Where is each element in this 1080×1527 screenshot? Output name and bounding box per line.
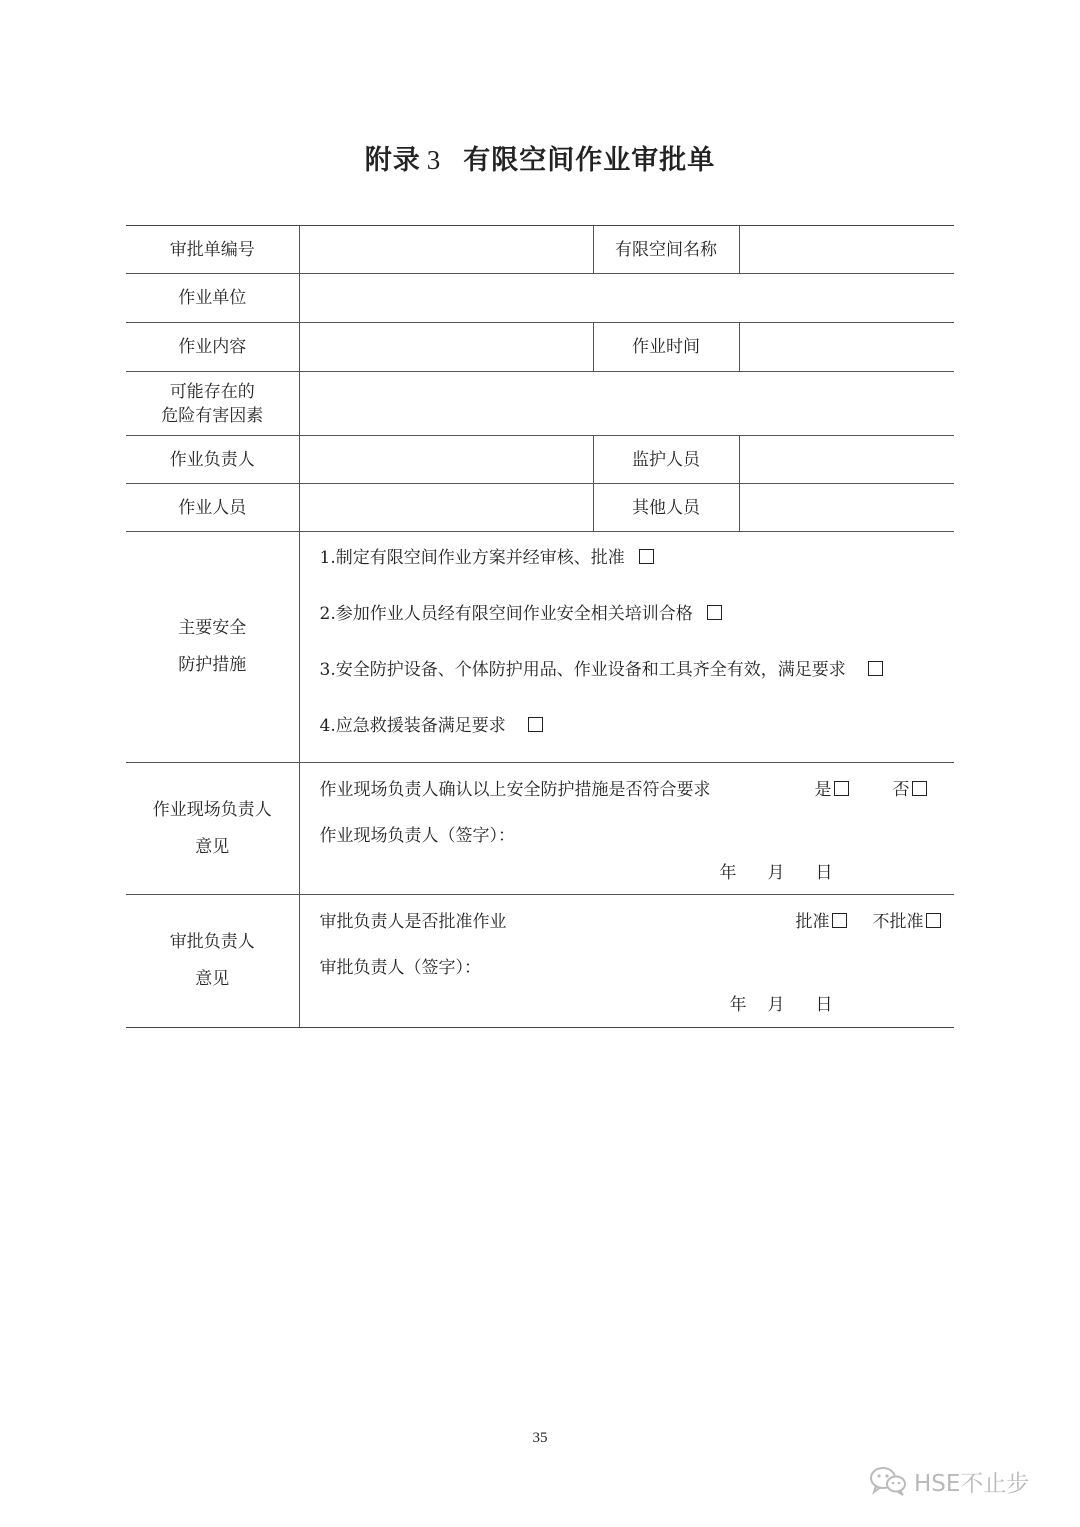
page-title [0, 138, 1080, 177]
approver-opinion-label [126, 895, 299, 1028]
row-work-unit [126, 274, 954, 323]
hazards-field[interactable] [299, 372, 954, 436]
space-name-label: 有限空间名称 [593, 226, 739, 274]
measure-text-1: 1.制定有限空间作业方案并经审核、批准 [319, 548, 625, 568]
work-unit-label: 作业单位 [126, 274, 299, 323]
work-time-label: 作业时间 [593, 323, 739, 372]
title-number: 3 [426, 145, 442, 175]
approver-opinion-question: 审批负责人是否批准作业 [319, 912, 507, 932]
measure-text-4: 4.应急救援装备满足要求 [319, 716, 506, 736]
measure-checkbox-1[interactable] [639, 549, 654, 564]
approval-no-field[interactable] [299, 226, 593, 274]
site-date-year: 年 [719, 863, 737, 883]
site-yes-checkbox[interactable] [834, 781, 849, 796]
measure-item-2 [320, 594, 955, 650]
site-opinion-question: 作业现场负责人确认以上安全防护措施是否符合要求 [319, 780, 711, 800]
others-field[interactable] [739, 484, 954, 532]
row-hazards [126, 372, 954, 436]
reject-option [873, 907, 941, 932]
row-approver-opinion [126, 895, 954, 1028]
site-opinion-cell [299, 763, 954, 895]
row-approval-no [126, 226, 954, 274]
site-date-day: 日 [815, 863, 833, 883]
approval-no-label: 审批单编号 [126, 226, 299, 274]
approver-date-day: 日 [815, 995, 833, 1015]
measure-checkbox-2[interactable] [707, 605, 722, 620]
watermark-text: HSE不止步 [914, 1470, 1030, 1497]
approve-checkbox[interactable] [832, 913, 847, 928]
approver-date-year: 年 [729, 995, 747, 1015]
site-signature-label: 作业现场负责人（签字）： [319, 826, 515, 846]
measure-text-2: 2.参加作业人员经有限空间作业安全相关培训合格 [319, 604, 693, 624]
measure-checkbox-3[interactable] [868, 661, 883, 676]
approver-opinion-cell [299, 895, 954, 1028]
title-prefix: 附录 [364, 145, 421, 176]
approver-opinion-label-line2: 意见 [195, 969, 230, 989]
measure-item-4 [320, 706, 955, 762]
hazards-label-line1: 可能存在的 [169, 381, 255, 402]
safety-label-line1: 主要安全 [178, 618, 247, 638]
site-no-option [893, 775, 927, 800]
approve-option [796, 907, 847, 932]
work-content-field[interactable] [299, 323, 593, 372]
measure-checkbox-4[interactable] [528, 717, 543, 732]
measure-item-1 [320, 538, 955, 594]
row-work-leader [126, 436, 954, 484]
site-opinion-label-line1: 作业现场负责人 [152, 799, 272, 820]
row-workers [126, 484, 954, 532]
reject-checkbox[interactable] [926, 913, 941, 928]
work-leader-label: 作业负责人 [126, 436, 299, 484]
monitor-field[interactable] [739, 436, 954, 484]
hazards-label-line2: 危险有害因素 [161, 405, 264, 426]
work-unit-field[interactable] [299, 274, 954, 323]
approve-label: 批准 [795, 912, 830, 932]
work-leader-field[interactable] [299, 436, 593, 484]
watermark [868, 1461, 1029, 1501]
space-name-field[interactable] [739, 226, 954, 274]
others-label: 其他人员 [593, 484, 739, 532]
site-opinion-label-line2: 意见 [195, 836, 230, 857]
measure-text-3: 3.安全防护设备、个体防护用品、作业设备和工具齐全有效，满足要求 [319, 660, 846, 680]
wechat-icon [868, 1465, 908, 1497]
row-site-opinion [126, 763, 954, 895]
work-content-label: 作业内容 [126, 323, 299, 372]
safety-measures-list [299, 532, 954, 763]
site-date [720, 858, 833, 883]
site-yes-label: 是 [814, 780, 832, 800]
approver-opinion-label-line1: 审批负责人 [169, 932, 255, 952]
workers-label: 作业人员 [126, 484, 299, 532]
hazards-label [126, 372, 299, 436]
safety-measures-label [126, 532, 299, 763]
site-opinion-label [126, 763, 299, 895]
title-text: 有限空间作业审批单 [463, 145, 716, 176]
safety-label-line2: 防护措施 [178, 655, 247, 675]
site-no-checkbox[interactable] [912, 781, 927, 796]
monitor-label: 监护人员 [593, 436, 739, 484]
reject-label: 不批准 [872, 912, 924, 932]
work-time-field[interactable] [739, 323, 954, 372]
row-safety-measures [126, 532, 954, 763]
workers-field[interactable] [299, 484, 593, 532]
approval-form-table [126, 225, 954, 1028]
site-date-month: 月 [767, 863, 785, 883]
approver-date [730, 990, 833, 1015]
page-number: 35 [532, 1430, 548, 1446]
measure-item-3 [320, 650, 955, 706]
row-work-content [126, 323, 954, 372]
approver-date-month: 月 [767, 995, 785, 1015]
site-yes-option [815, 775, 849, 800]
site-no-label: 否 [892, 780, 910, 800]
approver-signature-label: 审批负责人（签字）： [319, 958, 481, 978]
